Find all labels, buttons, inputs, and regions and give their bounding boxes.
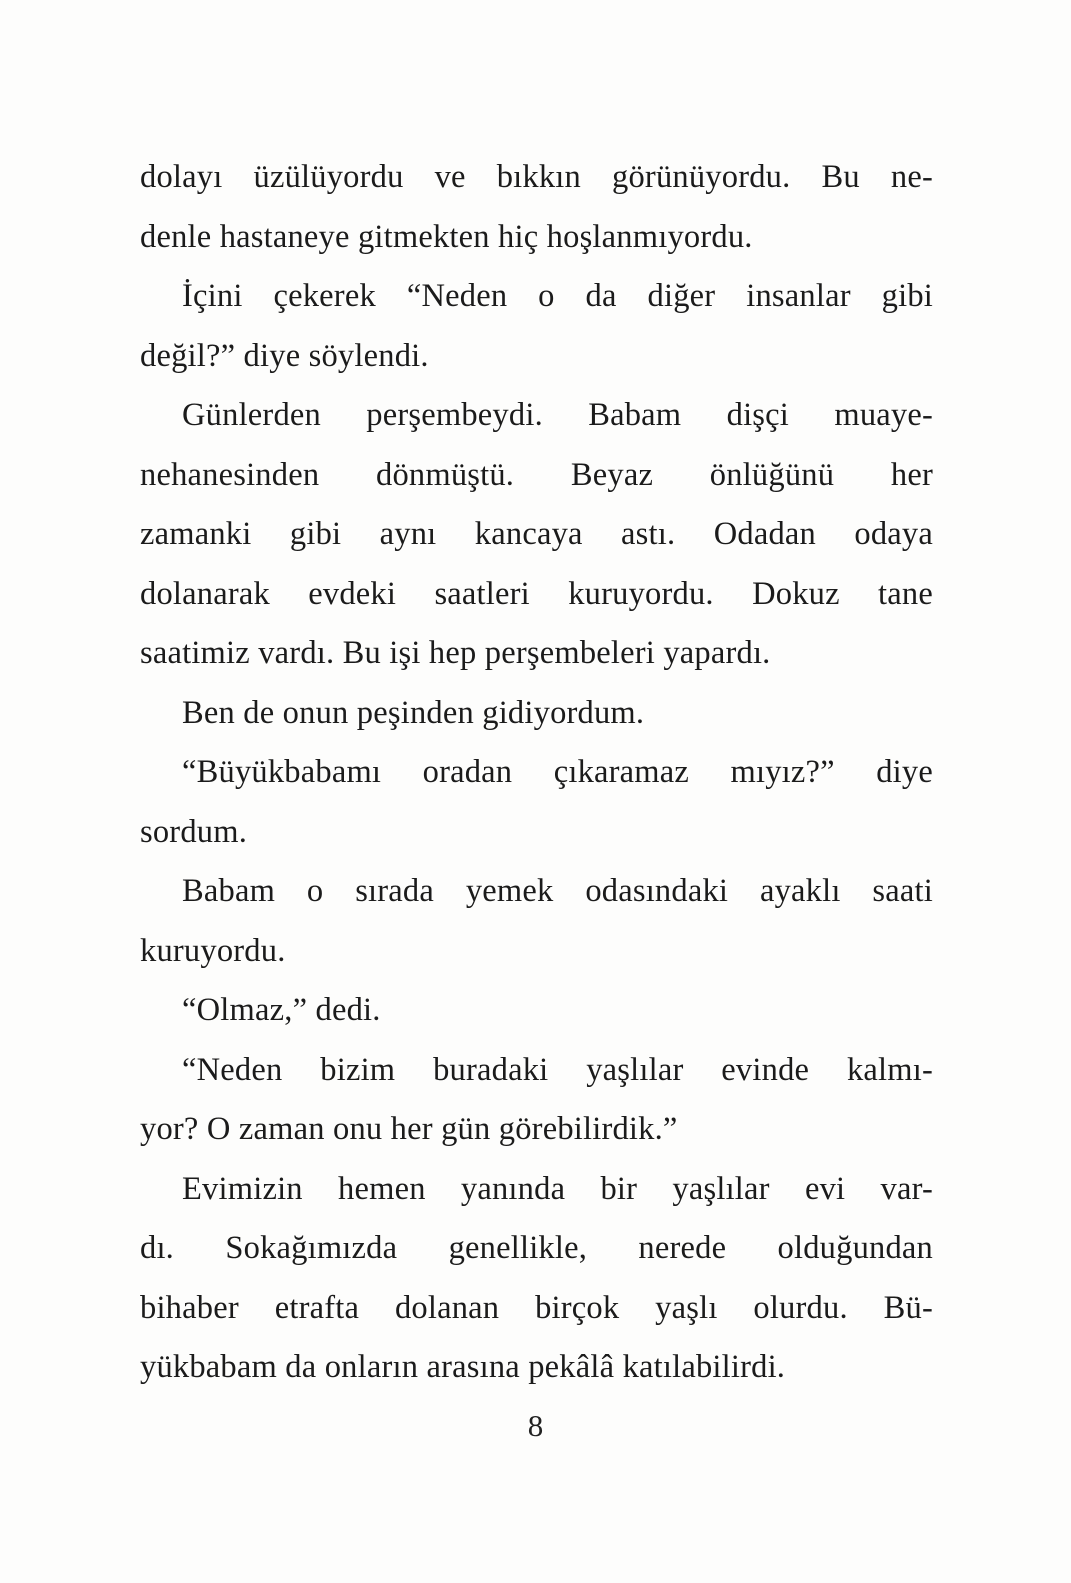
- text-line: Günlerden perşembeydi. Babam dişçi muaye-: [182, 397, 933, 433]
- text-line: denle hastaneye gitmekten hiç hoşlanmıyordu.: [140, 218, 753, 255]
- text-line: dolayı üzülüyordu ve bıkkın görünüyordu. Bu ne-: [140, 159, 933, 195]
- text-line: Ben de onun peşinden gidiyordum.: [182, 694, 645, 731]
- text-line: nehanesinden dönmüştü. Beyaz önlüğünü her: [140, 456, 933, 493]
- text-line: Evimizin hemen yanında bir yaşlılar evi var-: [182, 1170, 933, 1207]
- text-line: yükbabam da onların arasına pekâlâ katılabilirdi.: [140, 1349, 786, 1385]
- text-line: dolanarak evdeki saatleri kuruyordu. Dokuz tane: [140, 575, 933, 612]
- text-block: [140, 148, 933, 1398]
- text-line: Babam o sırada yemek odasındaki ayaklı saati: [182, 873, 933, 909]
- text-line: yor? O zaman onu her gün görebilirdik.”: [140, 1111, 678, 1147]
- text-line: “Büyükbabamı oradan çıkaramaz mıyız?” diye: [182, 754, 933, 790]
- text-line: kuruyordu.: [140, 932, 286, 969]
- text-line: sordum.: [140, 813, 248, 850]
- text-line: zamanki gibi aynı kancaya astı. Odadan odaya: [140, 516, 933, 552]
- text-line: değil?” diye söylendi.: [140, 337, 429, 374]
- text-line: İçini çekerek “Neden o da diğer insanlar gibi: [182, 278, 933, 314]
- text-line: saatimiz vardı. Bu işi hep perşembeleri yapardı.: [140, 635, 771, 671]
- text-line: bihaber etrafta dolanan birçok yaşlı olurdu. Bü-: [140, 1289, 933, 1326]
- page-number: 8: [527, 1408, 544, 1443]
- text-line: dı. Sokağımızda genellikle, nerede olduğundan: [140, 1230, 933, 1266]
- text-line: “Neden bizim buradaki yaşlılar evinde kalmı-: [182, 1051, 933, 1088]
- text-line: “Olmaz,” dedi.: [182, 992, 381, 1028]
